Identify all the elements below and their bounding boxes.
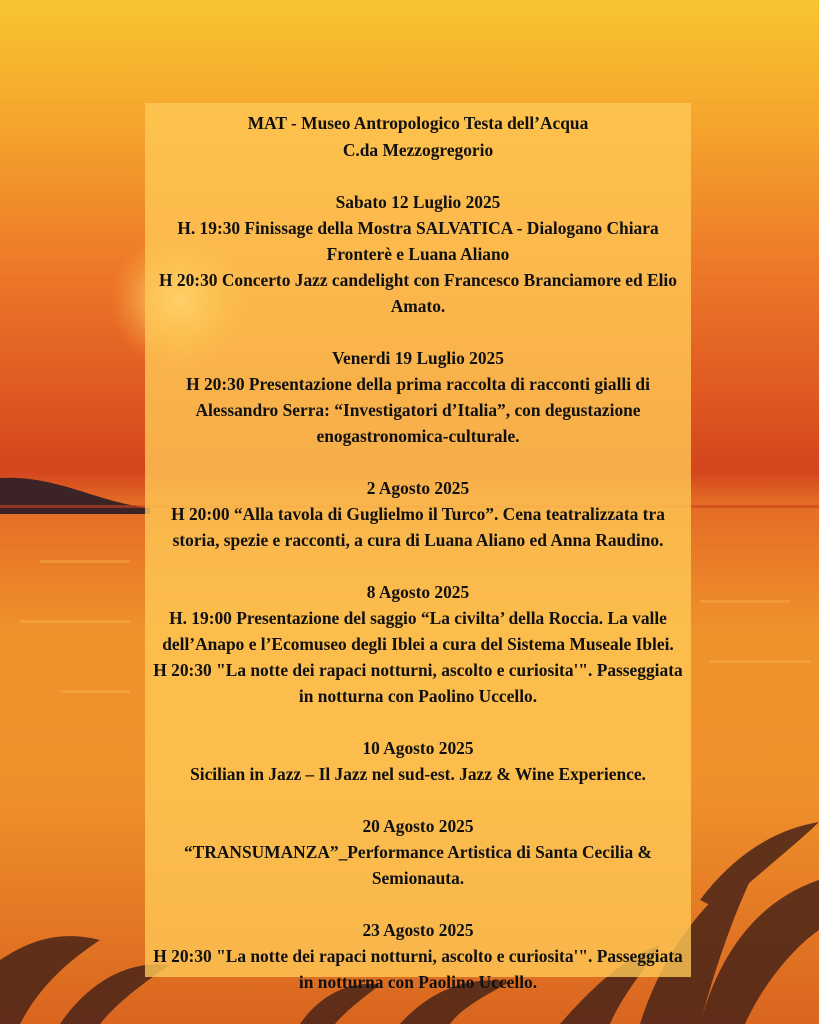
event-line: “TRANSUMANZA”_Performance Artistica di Santa Cecilia & Semionauta. xyxy=(183,842,653,888)
event-line: H 20:30 Presentazione della prima raccolta di racconti gialli di Alessandro Serra: “Investigatori d’Italia”, con degustazione enogastronomica-culturale. xyxy=(186,374,650,446)
event-line: H. 19:30 Finissage della Mostra SALVATICA - Dialogano Chiara Fronterè e Luana Aliano xyxy=(177,218,659,264)
spacer xyxy=(153,449,683,475)
event-date: 8 Agosto 2025 xyxy=(366,582,470,602)
event-date: 2 Agosto 2025 xyxy=(366,478,470,498)
event-program-panel xyxy=(145,103,691,992)
event-line: H 20:30 Concerto Jazz candelight con Francesco Branciamore ed Elio Amato. xyxy=(159,270,677,316)
event-line: Sicilian in Jazz – Il Jazz nel sud-est. Jazz & Wine Experience. xyxy=(190,764,646,784)
event-line: H 20:30 "La notte dei rapaci notturni, ascolto e curiosita'". Passeggiata in notturna con Paolino Uccello. xyxy=(153,660,683,706)
museum-location: C.da Mezzogregorio xyxy=(342,140,494,160)
spacer xyxy=(153,709,683,735)
museum-title: MAT - Museo Antropologico Testa dell’Acqua xyxy=(247,113,589,133)
event-date: Sabato 12 Luglio 2025 xyxy=(335,192,501,212)
spacer xyxy=(153,319,683,345)
event-date: Venerdi 19 Luglio 2025 xyxy=(332,348,504,368)
event-line: H 20:30 "La notte dei rapaci notturni, ascolto e curiosita'". Passeggiata in notturna con Paolino Uccello. xyxy=(153,946,683,992)
spacer xyxy=(153,891,683,917)
event-date: 23 Agosto 2025 xyxy=(362,920,474,940)
spacer xyxy=(153,163,683,189)
event-line: H 20:00 “Alla tavola di Guglielmo il Turco”. Cena teatralizzata tra storia, spezie e racconti, a cura di Luana Aliano ed Anna Raudino. xyxy=(171,504,665,550)
event-date: 10 Agosto 2025 xyxy=(362,738,474,758)
event-line: H. 19:00 Presentazione del saggio “La civilta’ della Roccia. La valle dell’Anapo e l’Ecomuseo degli Iblei a cura del Sistema Museale Iblei. xyxy=(162,608,674,654)
spacer xyxy=(153,553,683,579)
event-date: 20 Agosto 2025 xyxy=(362,816,474,836)
spacer xyxy=(153,787,683,813)
